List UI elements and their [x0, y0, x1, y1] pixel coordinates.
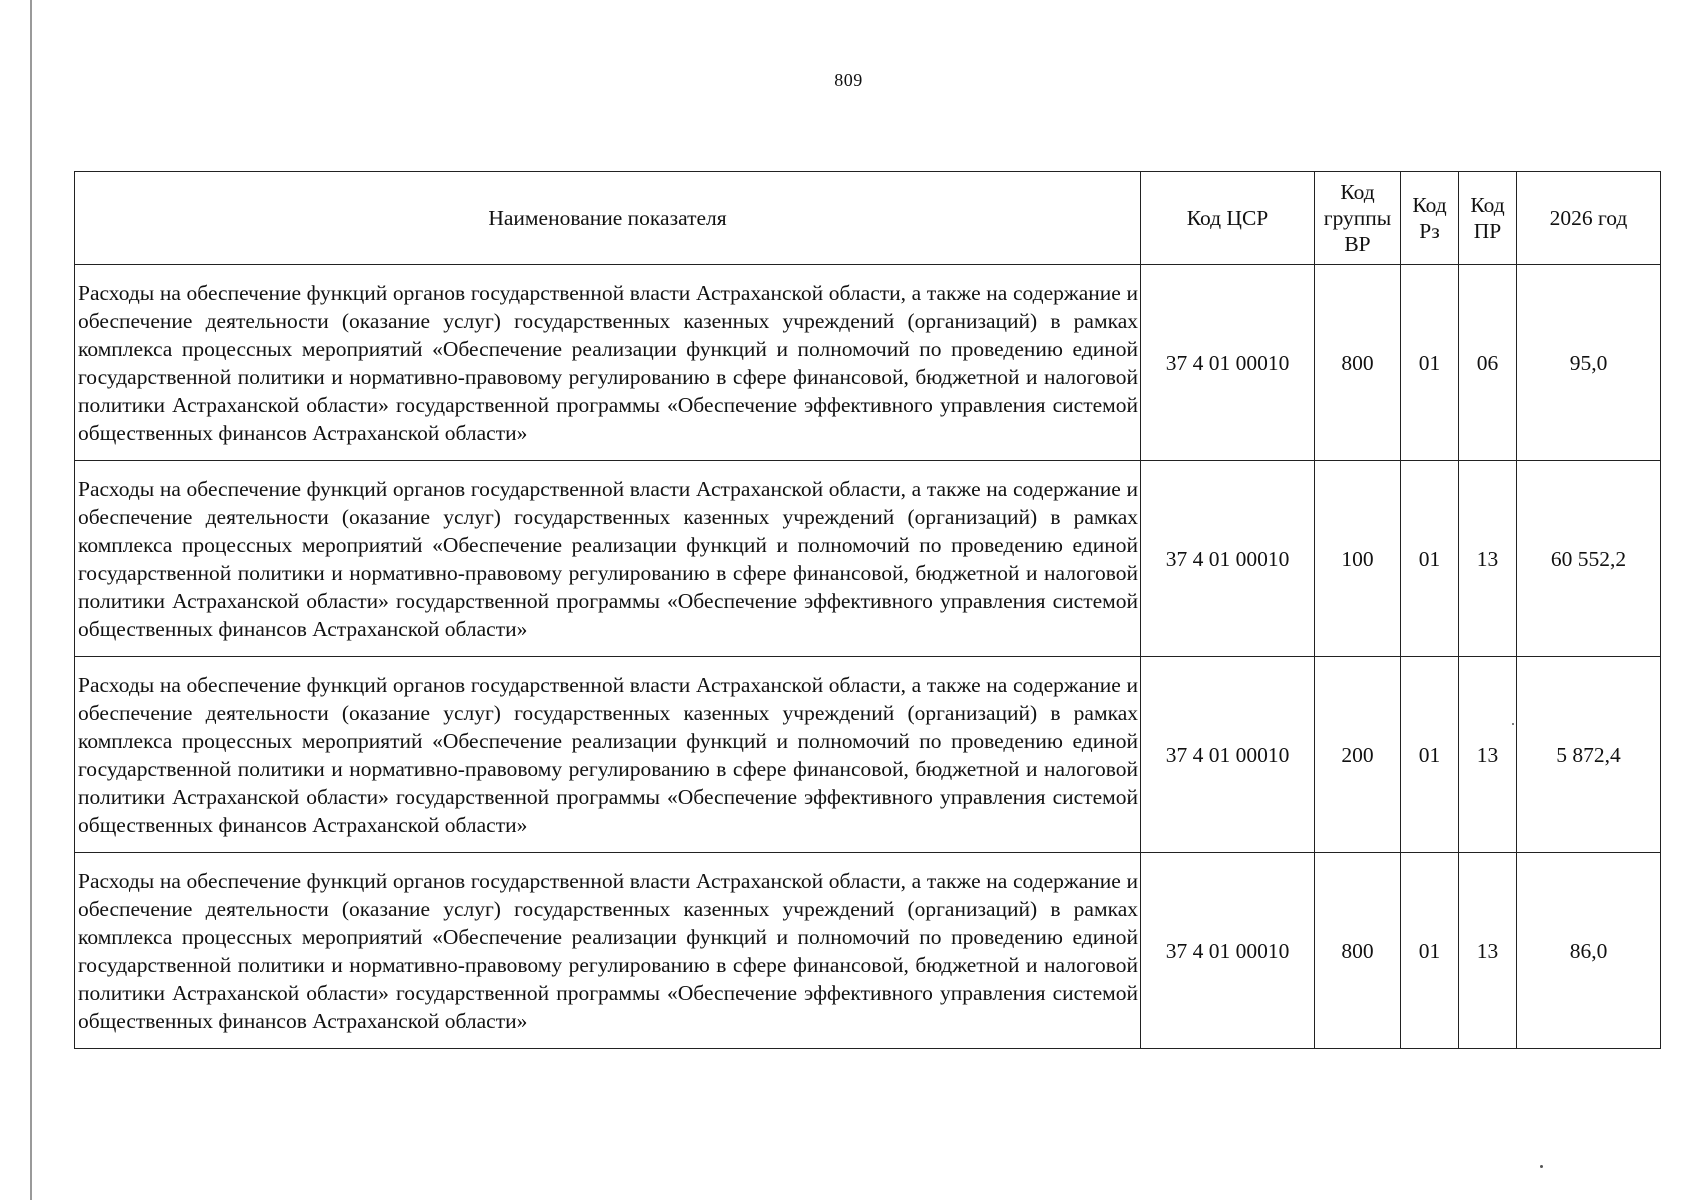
header-name: Наименование показателя [75, 172, 1141, 265]
budget-table [74, 171, 1661, 1049]
scan-speck [1540, 1165, 1543, 1168]
row-amount: 5 872,4 [1517, 657, 1661, 853]
row-rz-code: 01 [1401, 265, 1459, 461]
table-row [75, 853, 1661, 1049]
row-pr-code: 13 [1459, 657, 1517, 853]
header-vr-group-code: Код группы ВР [1315, 172, 1401, 265]
row-pr-code: 13 [1459, 461, 1517, 657]
row-rz-code: 01 [1401, 657, 1459, 853]
row-name: Расходы на обеспечение функций органов государственной власти Астраханской области, а также на содержание и обеспечение деятельности (оказание услуг) государственных казенных учреждений (организаций) в рамках комплекса процессных мероприятий «Обеспечение реализации функций и полномочий по проведению единой государственной политики и нормативно-правовому регулированию в сфере финансовой, бюджетной и налоговой политики Астраханской области» государственной программы «Обеспечение эффективного управления системой общественных финансов Астраханской области» [75, 853, 1141, 1049]
row-vr-code: 800 [1315, 265, 1401, 461]
header-rz-code: Код Рз [1401, 172, 1459, 265]
header-year: 2026 год [1517, 172, 1661, 265]
row-vr-code: 200 [1315, 657, 1401, 853]
table-row [75, 461, 1661, 657]
row-amount: 95,0 [1517, 265, 1661, 461]
row-name: Расходы на обеспечение функций органов государственной власти Астраханской области, а также на содержание и обеспечение деятельности (оказание услуг) государственных казенных учреждений (организаций) в рамках комплекса процессных мероприятий «Обеспечение реализации функций и полномочий по проведению единой государственной политики и нормативно-правовому регулированию в сфере финансовой, бюджетной и налоговой политики Астраханской области» государственной программы «Обеспечение эффективного управления системой общественных финансов Астраханской области» [75, 265, 1141, 461]
header-csr-code: Код ЦСР [1141, 172, 1315, 265]
row-name: Расходы на обеспечение функций органов государственной власти Астраханской области, а также на содержание и обеспечение деятельности (оказание услуг) государственных казенных учреждений (организаций) в рамках комплекса процессных мероприятий «Обеспечение реализации функций и полномочий по проведению единой государственной политики и нормативно-правовому регулированию в сфере финансовой, бюджетной и налоговой политики Астраханской области» государственной программы «Обеспечение эффективного управления системой общественных финансов Астраханской области» [75, 461, 1141, 657]
table-row [75, 657, 1661, 853]
row-csr-code: 37 4 01 00010 [1141, 461, 1315, 657]
header-pr-code: Код ПР [1459, 172, 1517, 265]
row-csr-code: 37 4 01 00010 [1141, 853, 1315, 1049]
row-rz-code: 01 [1401, 461, 1459, 657]
row-amount: 60 552,2 [1517, 461, 1661, 657]
row-amount: 86,0 [1517, 853, 1661, 1049]
table-row [75, 265, 1661, 461]
row-vr-code: 100 [1315, 461, 1401, 657]
row-vr-code: 800 [1315, 853, 1401, 1049]
scan-speck [1512, 723, 1514, 725]
page-number: 809 [834, 70, 863, 90]
binding-edge-line [30, 0, 32, 1200]
row-rz-code: 01 [1401, 853, 1459, 1049]
row-pr-code: 06 [1459, 265, 1517, 461]
row-csr-code: 37 4 01 00010 [1141, 265, 1315, 461]
row-pr-code: 13 [1459, 853, 1517, 1049]
row-name: Расходы на обеспечение функций органов государственной власти Астраханской области, а также на содержание и обеспечение деятельности (оказание услуг) государственных казенных учреждений (организаций) в рамках комплекса процессных мероприятий «Обеспечение реализации функций и полномочий по проведению единой государственной политики и нормативно-правовому регулированию в сфере финансовой, бюджетной и налоговой политики Астраханской области» государственной программы «Обеспечение эффективного управления системой общественных финансов Астраханской области» [75, 657, 1141, 853]
table-header-row [75, 172, 1661, 265]
row-csr-code: 37 4 01 00010 [1141, 657, 1315, 853]
